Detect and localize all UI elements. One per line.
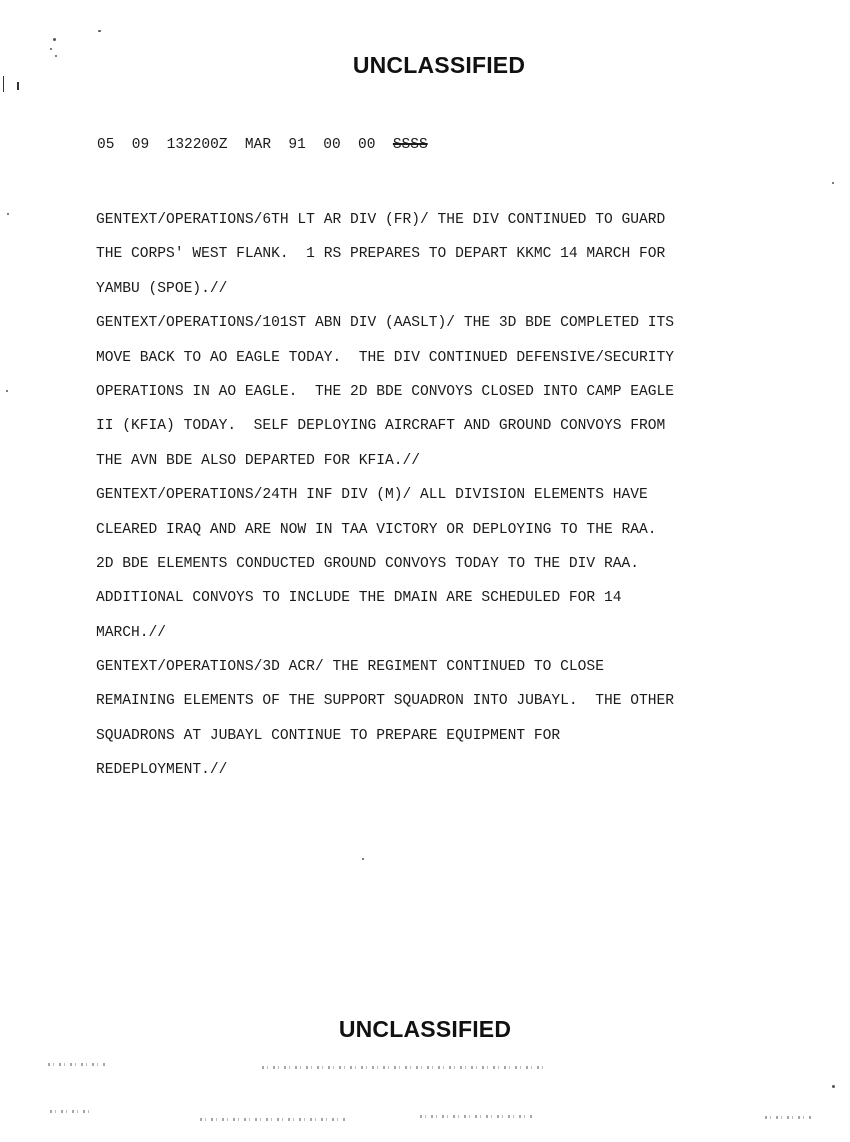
body-line: GENTEXT/OPERATIONS/3D ACR/ THE REGIMENT CONTINUED TO CLOSE bbox=[96, 659, 604, 676]
scan-speck bbox=[832, 182, 834, 184]
scan-noise bbox=[200, 1118, 345, 1121]
body-line: GENTEXT/OPERATIONS/6TH LT AR DIV (FR)/ THE DIV CONTINUED TO GUARD bbox=[96, 212, 666, 228]
scan-noise bbox=[48, 1063, 108, 1066]
body-line: OPERATIONS IN AO EAGLE. THE 2D BDE CONVOYS CLOSED INTO CAMP EAGLE bbox=[96, 383, 675, 400]
struck-through-marking: SSSS bbox=[392, 137, 428, 153]
scan-speck bbox=[98, 30, 101, 32]
body-line: THE CORPS' WEST FLANK. 1 RS PREPARES TO DEPART KKMC 14 MARCH FOR bbox=[96, 246, 666, 263]
scan-speck bbox=[55, 55, 57, 57]
scan-speck bbox=[7, 213, 9, 215]
scan-speck bbox=[50, 48, 52, 50]
body-line: YAMBU (SPOE).// bbox=[96, 280, 228, 297]
scan-speck bbox=[53, 38, 56, 41]
scan-speck bbox=[362, 858, 364, 860]
scan-speck bbox=[6, 390, 8, 392]
body-line: GENTEXT/OPERATIONS/24TH INF DIV (M)/ ALL DIVISION ELEMENTS HAVE bbox=[96, 487, 648, 504]
body-line: GENTEXT/OPERATIONS/101ST ABN DIV (AASLT)/ THE 3D BDE COMPLETED ITS bbox=[96, 315, 675, 332]
scan-noise bbox=[50, 1110, 90, 1113]
body-line: THE AVN BDE ALSO DEPARTED FOR KFIA.// bbox=[96, 452, 421, 469]
body-line: REMAINING ELEMENTS OF THE SUPPORT SQUADRON INTO JUBAYL. THE OTHER bbox=[96, 693, 675, 710]
body-line: SQUADRONS AT JUBAYL CONTINUE TO PREPARE EQUIPMENT FOR bbox=[96, 727, 561, 744]
scan-noise bbox=[765, 1116, 813, 1119]
scan-margin-mark bbox=[17, 82, 19, 90]
scan-noise bbox=[420, 1115, 535, 1118]
body-line: MARCH.// bbox=[96, 624, 167, 641]
top-classification-marking: UNCLASSIFIED bbox=[352, 52, 526, 78]
message-body bbox=[96, 203, 816, 788]
body-line: II (KFIA) TODAY. SELF DEPLOYING AIRCRAFT AND GROUND CONVOYS FROM bbox=[96, 418, 666, 435]
body-line: 2D BDE ELEMENTS CONDUCTED GROUND CONVOYS TODAY TO THE DIV RAA. bbox=[96, 555, 639, 572]
body-line: MOVE BACK TO AO EAGLE TODAY. THE DIV CONTINUED DEFENSIVE/SECURITY bbox=[96, 349, 675, 366]
scan-margin-mark bbox=[3, 76, 4, 92]
date-time-group-line bbox=[97, 137, 428, 153]
date-time-group-text: 05 09 132200Z MAR 91 00 00 bbox=[97, 137, 393, 153]
scan-speck bbox=[832, 1085, 835, 1088]
body-line: ADDITIONAL CONVOYS TO INCLUDE THE DMAIN ARE SCHEDULED FOR 14 bbox=[96, 590, 622, 607]
body-line: REDEPLOYMENT.// bbox=[96, 762, 228, 779]
scan-noise bbox=[262, 1066, 544, 1069]
body-line: CLEARED IRAQ AND ARE NOW IN TAA VICTORY OR DEPLOYING TO THE RAA. bbox=[96, 521, 657, 538]
bottom-classification-marking: UNCLASSIFIED bbox=[338, 1016, 512, 1042]
